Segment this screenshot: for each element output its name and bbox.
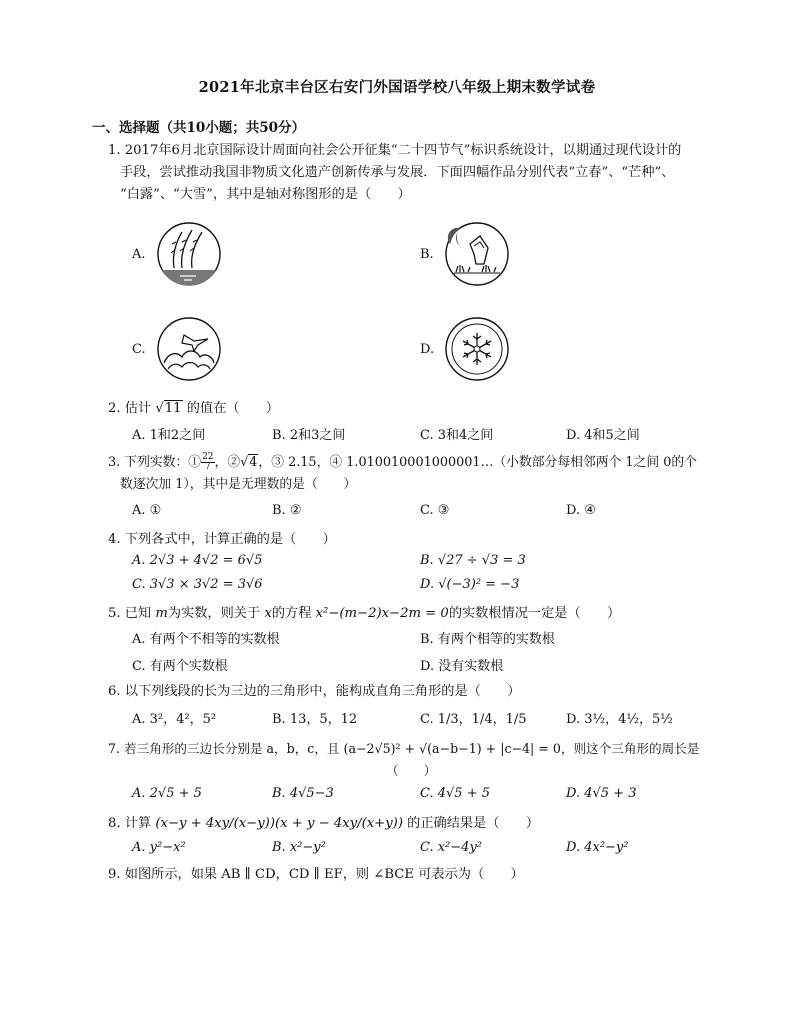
q5-option-c[interactable]: C. 有两个实数根	[132, 659, 228, 674]
q2-option-b[interactable]: B. 2和3之间	[272, 428, 346, 443]
question-6	[108, 681, 710, 703]
q1-option-a[interactable]	[132, 220, 222, 288]
q6-option-c[interactable]: C. 1/3，1/4，1/5	[420, 712, 527, 727]
q7-option-a[interactable]: A. 2√5 + 5	[132, 786, 202, 801]
q8-option-b[interactable]: B. x²−y²	[272, 840, 326, 855]
q3-radical: 4	[249, 455, 258, 470]
q3-stem-pre: 3. 下列实数：①	[108, 455, 202, 470]
q7-line-1: 7. 若三角形的三边长分别是 a，b，c，且 (a−2√5)² + √(a−b−1) + |c−4| = 0，则这个三角形的周长是	[108, 741, 700, 756]
bailu-icon	[156, 315, 222, 383]
q1-option-b-label: B.	[420, 246, 434, 262]
question-8	[108, 813, 710, 835]
q7-option-b[interactable]: B. 4√5−3	[272, 786, 334, 801]
q7-option-d[interactable]: D. 4√5 + 3	[566, 786, 637, 801]
q3-option-d[interactable]: D. ④	[566, 503, 596, 518]
question-4	[108, 529, 710, 551]
q1-option-c-label: C.	[132, 341, 146, 357]
q6-stem: 6. 以下列线段的长为三边的三角形中，能构成直角三角形的是（ ）	[108, 684, 521, 699]
q2-stem-post: 的值在（ ）	[186, 401, 280, 416]
q4-options-row-1	[132, 553, 692, 573]
q4-option-c[interactable]: C. 3√3 × 3√2 = 3√6	[132, 577, 263, 592]
q8-stem-pre: 8. 计算	[108, 816, 152, 831]
question-1	[108, 140, 710, 206]
q4-option-a[interactable]: A. 2√3 + 4√2 = 6√5	[132, 553, 263, 568]
q5-equation: x²−(m−2)x−2m = 0	[315, 606, 449, 621]
q3-option-b[interactable]: B. ②	[272, 503, 302, 518]
q6-option-a[interactable]: A. 3²，4²，5²	[132, 712, 217, 727]
q5-stem-mid2: 的方程	[271, 606, 312, 621]
q2-option-c[interactable]: C. 3和4之间	[420, 428, 494, 443]
q6-option-b[interactable]: B. 13，5，12	[272, 712, 358, 727]
page-title: 2021年北京丰台区右安门外国语学校八年级上期末数学试卷	[198, 79, 596, 96]
question-2	[108, 398, 710, 420]
q9-stem: 9. 如图所示，如果 AB ∥ CD，CD ∥ EF，则 ∠BCE 可表示为（ ）	[108, 867, 524, 882]
q8-option-c[interactable]: C. x²−4y²	[420, 840, 483, 855]
q5-var-x: x	[264, 606, 272, 621]
q1-option-a-label: A.	[132, 246, 146, 262]
q5-stem-pre: 5. 已知	[108, 606, 152, 621]
q1-options-row-2	[132, 315, 692, 385]
q5-option-a[interactable]: A. 有两个不相等的实数根	[132, 632, 280, 647]
q1-option-d[interactable]	[420, 315, 510, 383]
q8-option-d[interactable]: D. 4x²−y²	[566, 840, 629, 855]
q4-option-b[interactable]: B. √27 ÷ √3 = 3	[420, 553, 526, 568]
question-5	[108, 603, 710, 625]
q4-options-row-2	[132, 577, 692, 597]
q8-stem-post: 的正确结果是（ ）	[407, 816, 540, 831]
q1-option-b[interactable]	[420, 220, 510, 288]
lichun-icon	[156, 220, 222, 288]
q4-stem: 4. 下列各式中，计算正确的是（ ）	[108, 532, 336, 547]
section-heading: 一、选择题（共10小题；共50分）	[92, 120, 306, 136]
q5-options-row-2	[132, 655, 692, 675]
q3-line-2: 数逐次加 1），其中是无理数的是（ ）	[120, 477, 357, 492]
q1-option-c[interactable]	[132, 315, 222, 383]
q7-options	[132, 786, 692, 806]
q2-option-a[interactable]: A. 1和2之间	[132, 428, 206, 443]
q3-fraction: $\frac{22}{7}$	[202, 452, 214, 472]
q5-option-d[interactable]: D. 没有实数根	[420, 659, 504, 674]
q8-expression: (x−y + 4xy/(x−y))(x + y − 4xy/(x+y))	[155, 816, 403, 831]
q2-option-d[interactable]: D. 4和5之间	[566, 428, 640, 443]
q7-option-c[interactable]: C. 4√5 + 5	[420, 786, 491, 801]
q2-stem-pre: 2. 估计	[108, 401, 152, 416]
question-7	[108, 738, 710, 782]
q4-option-d[interactable]: D. √(−3)² = −3	[420, 577, 520, 592]
q8-option-a[interactable]: A. y²−x²	[132, 840, 186, 855]
q5-stem-mid1: 为实数，则关于	[167, 606, 261, 621]
q3-stem-mid2: ，③ 2.15，④ 1.010010001000001…（小数部分每相邻两个 1之间 0的个	[258, 455, 697, 470]
q3-stem-mid1: ，②	[214, 455, 241, 470]
q5-option-b[interactable]: B. 有两个相等的实数根	[420, 632, 555, 647]
mangzhong-icon	[444, 220, 510, 288]
q6-option-d[interactable]: D. 3½，4½，5½	[566, 712, 673, 727]
q3-option-c[interactable]: C. ③	[420, 503, 450, 518]
q5-options-row-1	[132, 628, 692, 648]
q1-line-2: 手段，尝试推动我国非物质文化遗产创新传承与发展．下面四幅作品分别代表“立春”、“芒种”、	[120, 165, 675, 180]
question-3: 3. 下列实数：① $\frac{22}{7}$ ，②√4，③ 2.15，④ 1.010010001000001…（小数部分每相邻两个 1之间 0的个 数逐次加 1），其中是无理数的是（ ）	[108, 452, 710, 496]
q2-options	[132, 424, 692, 444]
snowflake-icon	[444, 315, 510, 383]
q5-var-m: m	[155, 606, 168, 621]
q2-radical: √11	[155, 401, 182, 416]
q1-option-d-label: D.	[420, 341, 435, 357]
question-9	[108, 864, 710, 886]
q3-option-a[interactable]: A. ①	[132, 503, 162, 518]
q1-line-1: 1. 2017年6月北京国际设计周面向社会公开征集“二十四节气”标识系统设计，以期通过现代设计的	[108, 143, 682, 158]
q5-stem-post: 的实数根情况一定是（ ）	[448, 606, 621, 621]
q1-options-row-1	[132, 220, 692, 290]
q1-line-3: “白露”、“大雪”，其中是轴对称图形的是（ ）	[120, 187, 411, 202]
q6-options	[132, 708, 692, 728]
q3-options	[132, 503, 692, 523]
q7-line-2: （ ）	[386, 763, 437, 778]
q8-options	[132, 840, 692, 860]
